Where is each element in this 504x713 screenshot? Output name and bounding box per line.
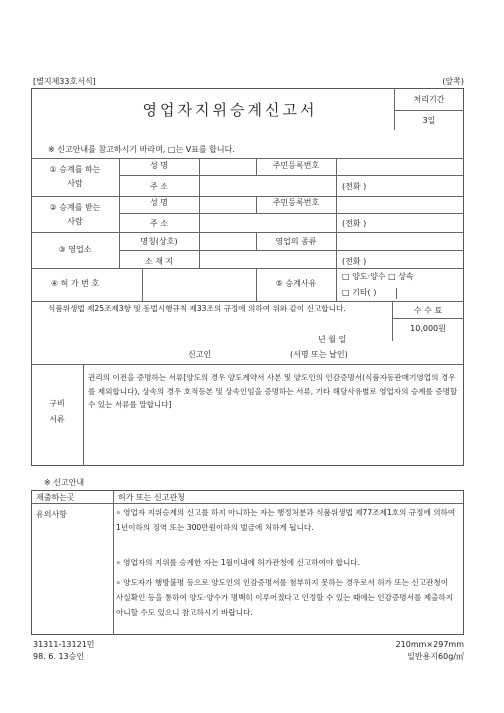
reason-option-other[interactable]: □ 기타( ) xyxy=(342,288,377,297)
application-statement: 식품위생법 제25조제3항 및 동법시행규칙 제33조의 규정에 의하여 위와 같이 신고합니다. xyxy=(48,304,346,313)
business-name-label: 명칭(상호) xyxy=(140,237,178,246)
note-item: ∘ 영업자 지위승계의 신고를 하지 아니하는 자는 행정처분과 식품위생법 제77조제1호의 규정에 의하여 1년이하의 징역 또는 300만원이하의 벌금에 처하게 됩니다. xyxy=(116,508,456,532)
business-location-label: 소 재 지 xyxy=(144,257,174,266)
approval-date: 98. 6. 13승인 xyxy=(33,652,85,661)
form-number: [별지제33호서식] xyxy=(33,77,96,86)
transferor-address-label: 주 소 xyxy=(150,182,168,191)
business-type-label: 영업의 종류 xyxy=(275,237,317,246)
transferee-phone-label: (전화 ) xyxy=(342,219,367,228)
signature-label: (서명 또는 날인) xyxy=(290,350,348,359)
succession-reason-label: ⑤ 승계사유 xyxy=(275,279,317,288)
fee-value: 10,000원 xyxy=(410,324,446,333)
business-label: ③ 영업소 xyxy=(58,245,92,254)
transferee-address-label: 주 소 xyxy=(150,219,168,228)
transferor-rrn-label: 주민등록번호 xyxy=(272,161,320,170)
guide-note: ※ 신고안내를 참고하시기 바라며, □는 V표를 합니다. xyxy=(48,145,235,154)
transferee-label: ② 승계를 받는 사람 xyxy=(49,203,101,226)
fee-label: 수 수 료 xyxy=(413,306,443,315)
required-docs-label: 구비 서류 xyxy=(49,399,65,424)
note-item: ∘ 영업자의 지위를 승계한 자는 1월이내에 허가관청에 신고하여야 합니다. xyxy=(116,558,361,567)
reason-option-transfer[interactable]: □ 양도·양수 □ 상속 xyxy=(342,272,414,281)
license-number-label: ④ 허 가 번 호 xyxy=(50,279,100,288)
guide-heading: ※ 신고안내 xyxy=(44,478,85,487)
transferor-label: ① 승계를 하는 사람 xyxy=(49,165,101,188)
transferee-rrn-label: 주민등록번호 xyxy=(272,198,320,207)
processing-period-value: 3일 xyxy=(422,116,436,125)
submit-place-value: 허가 또는 신고관청 xyxy=(118,493,185,502)
transferor-name-label: 성 명 xyxy=(150,161,168,170)
form-title: 영업자지위승계신고서 xyxy=(142,101,318,119)
applicant-label: 신고인 xyxy=(188,350,212,359)
notes-label: 유의사항 xyxy=(36,510,67,519)
form-code: 31311-13121민 xyxy=(33,640,95,649)
business-phone-label: (전화 ) xyxy=(342,257,367,266)
transferee-name-label: 성 명 xyxy=(150,198,168,207)
page-side: (앞쪽) xyxy=(442,77,464,86)
required-docs-text: 권리의 이전을 증명하는 서류[양도의 경우 양도계약서 사본 및 양도인의 인감증명서(식품자동판매기영업의 경우를 제외합니다), 상속의 경우 호적등본 및 상속인임을 증명하는 서류, 기타 해당사유별로 영업자의 승계를 증명할 수 있는 서류를 말합니다] xyxy=(88,373,458,409)
transferor-phone-label: (전화 ) xyxy=(342,182,367,191)
date-line: 년 월 일 xyxy=(318,335,347,344)
paper-size: 210mm×297mm xyxy=(395,640,464,649)
paper-type: 일반용지60g/㎡ xyxy=(407,652,464,661)
submit-place-label: 제출하는곳 xyxy=(36,493,75,502)
processing-period-label: 처리기간 xyxy=(413,95,445,104)
note-item: ∘ 양도자가 행방불명 등으로 양도인의 인감증명서를 첨부하지 못하는 경우로서 허가 또는 신고관청이 사실확인 등을 통하여 양도·양수가 명백히 이루어졌다고 인정할 수 있는 때에는 인감증명서를 제출하지 아니할 수도 있으니 참고하시기 바랍니다. xyxy=(116,578,454,617)
